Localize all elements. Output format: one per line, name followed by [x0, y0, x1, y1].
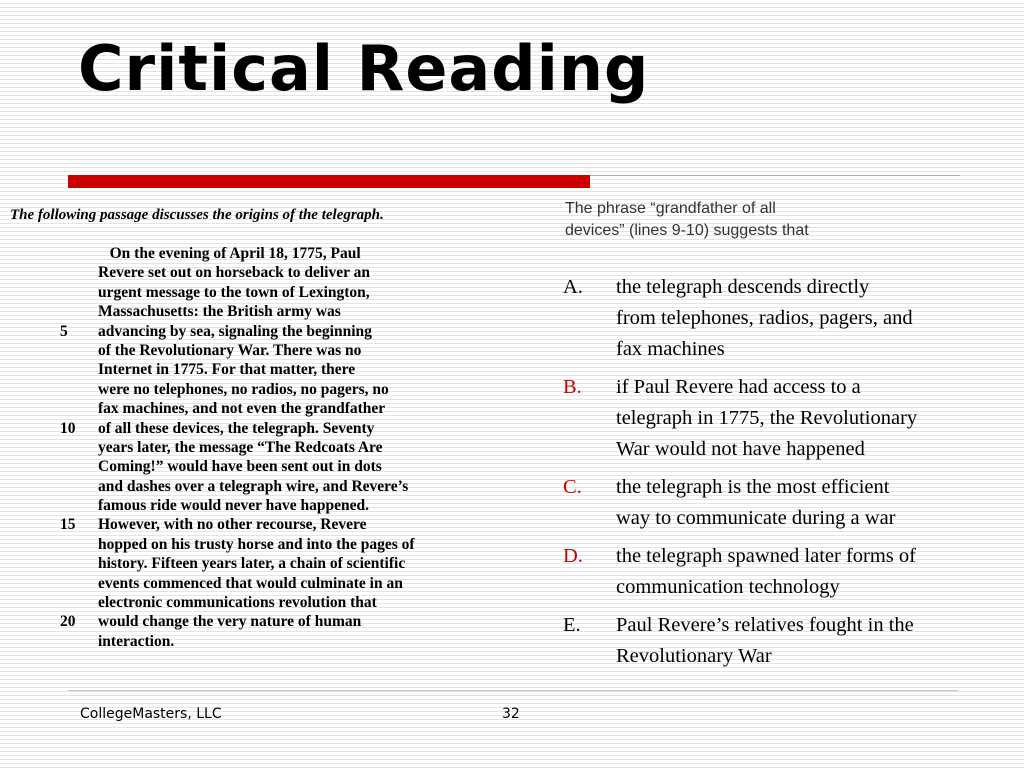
line-number: 20 [60, 613, 76, 631]
line-text: of all these devices, the telegraph. Seventy [98, 419, 375, 437]
line-text: events commenced that would culminate in an [98, 574, 403, 592]
option-text-line: Revolutionary War [616, 645, 772, 667]
question-line: The phrase “grandfather of all [565, 200, 776, 217]
line-text: would change the very nature of human [98, 613, 362, 631]
line-text: interaction. [98, 632, 175, 650]
option-text-line: the telegraph spawned later forms of [616, 545, 916, 567]
line-text: of the Revolutionary War. There was no [98, 341, 362, 359]
option-letter: B. [563, 376, 582, 398]
option-text [616, 272, 913, 365]
option-text-line: the telegraph is the most efficient [616, 476, 890, 498]
option-text [616, 472, 896, 534]
option-text [616, 541, 916, 603]
line-number: 5 [60, 322, 68, 340]
option-letter: A. [563, 276, 583, 298]
line-text: fax machines, and not even the grandfather [98, 400, 386, 418]
line-text: Coming!” would have been sent out in dots [98, 458, 382, 476]
option-text [616, 372, 917, 465]
slide-title: Critical Reading [78, 32, 650, 105]
footer-company: CollegeMasters, LLC [80, 706, 222, 722]
option-text [616, 610, 914, 672]
option-letter: E. [563, 614, 581, 636]
answer-option-e [563, 610, 1013, 672]
answer-option-a [563, 272, 1013, 365]
option-letter: D. [563, 545, 583, 567]
line-text: urgent message to the town of Lexington, [98, 283, 370, 301]
option-text-line: from telephones, radios, pagers, and [616, 307, 913, 329]
answer-option-b [563, 372, 1013, 465]
line-text: advancing by sea, signaling the beginning [98, 322, 372, 340]
option-text-line: communication technology [616, 576, 840, 598]
option-text-line: if Paul Revere had access to a [616, 376, 861, 398]
line-text: years later, the message “The Redcoats Are [98, 438, 383, 456]
footer-divider-line [68, 690, 958, 691]
option-text-line: War would not have happened [616, 438, 865, 460]
line-text: Revere set out on horseback to deliver an [98, 264, 370, 282]
title-accent-bar [68, 175, 590, 188]
line-text: Massachusetts: the British army was [98, 303, 341, 321]
line-text: were no telephones, no radios, no pagers, no [98, 380, 389, 398]
option-text-line: the telegraph descends directly [616, 276, 870, 298]
answer-option-c [563, 472, 1013, 534]
title-divider-line [590, 175, 960, 176]
page-number: 32 [502, 706, 520, 722]
line-number: 10 [60, 419, 76, 437]
line-text: famous ride would never have happened. [98, 497, 369, 515]
line-text: However, with no other recourse, Revere [98, 516, 367, 534]
line-text: and dashes over a telegraph wire, and Revere’s [98, 477, 409, 495]
question-line: devices” (lines 9-10) suggests that [565, 222, 809, 239]
option-text-line: telegraph in 1775, the Revolutionary [616, 407, 918, 429]
line-text: electronic communications revolution that [98, 594, 377, 612]
passage-intro: The following passage discusses the origins of the telegraph. [10, 207, 384, 223]
line-text: history. Fifteen years later, a chain of scientific [98, 555, 406, 573]
line-text: Internet in 1775. For that matter, there [98, 361, 356, 379]
option-text-line: Paul Revere’s relatives fought in the [616, 614, 914, 636]
answer-options [563, 272, 1013, 679]
option-text-line: fax machines [616, 338, 725, 360]
line-text: hopped on his trusty horse and into the pages of [98, 535, 415, 553]
option-letter: C. [563, 476, 582, 498]
question-stem [565, 198, 885, 242]
line-number: 15 [60, 516, 76, 534]
line-text: On the evening of April 18, 1775, Paul [98, 245, 361, 262]
answer-option-d [563, 541, 1013, 603]
option-text-line: way to communicate during a war [616, 507, 896, 529]
